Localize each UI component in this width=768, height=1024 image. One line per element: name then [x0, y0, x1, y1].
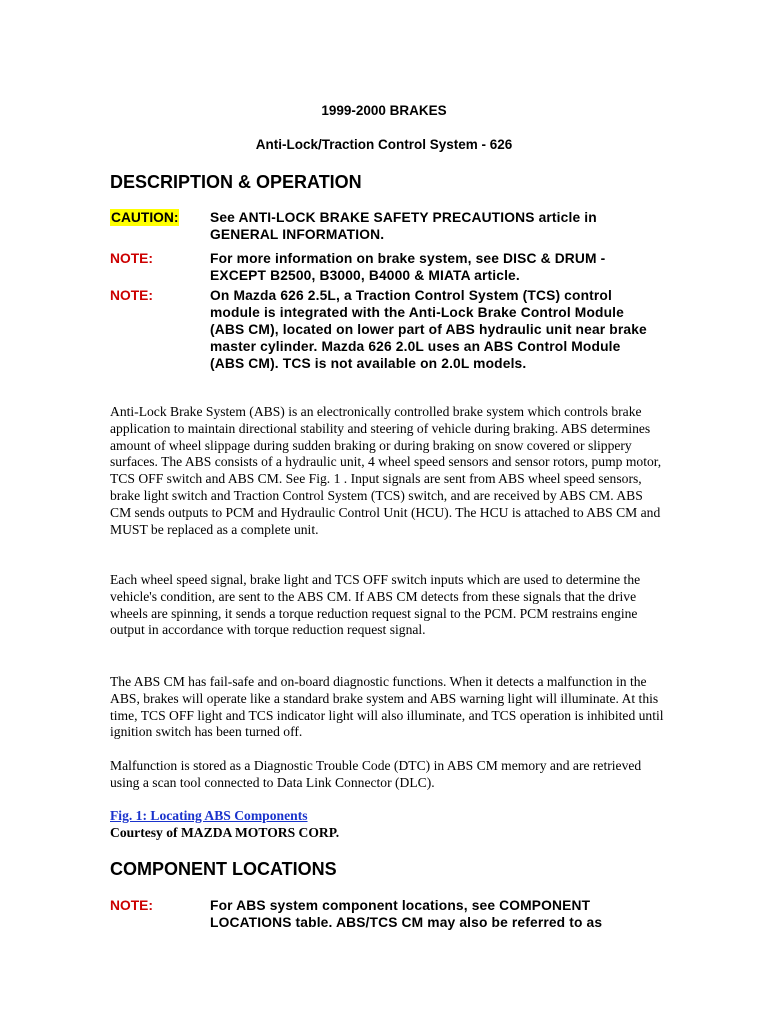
body-paragraph: The ABS CM has fail-safe and on-board diagnostic functions. When it detects a malfunction in the ABS, brakes will operate like a standard brake system and ABS warning light will illuminate. At this time, TCS OFF light and TCS indicator light will also illuminate, and TCS operation is inhibited until ignition switch has been turned off. — [110, 674, 664, 740]
body-paragraph: Each wheel speed signal, brake light and TCS OFF switch inputs which are used to determine the vehicle's condition, are sent to the ABS CM. If ABS CM detects from these signals that the drive wheels are spinning, it sends a torque reduction request signal to the PCM. PCM restrains engine output in accordance with torque reduction request signal. — [110, 572, 641, 638]
caution-label: CAUTION: — [111, 210, 179, 225]
document-subtitle: Anti-Lock/Traction Control System - 626 — [255, 137, 513, 152]
note-label: NOTE: — [110, 898, 153, 913]
note-label: NOTE: — [110, 251, 153, 266]
figure-courtesy: Courtesy of MAZDA MOTORS CORP. — [110, 825, 340, 840]
note-text: For more information on brake system, see DISC & DRUM - EXCEPT B2500, B3000, B4000 & MIATA article. — [210, 251, 606, 283]
body-paragraph: Anti-Lock Brake System (ABS) is an electronically controlled brake system which controls brake application to maintain directional stability and steering of vehicle during braking. ABS determines amount of wheel slippage during sudden braking or during braking on snow covered or slippery surfaces. The ABS consists of a hydraulic unit, 4 wheel speed sensors and sensor rotors, pump motor, TCS OFF switch and ABS CM. See Fig. 1 . Input signals are sent from ABS wheel speed sensors, brake light switch and Traction Control System (TCS) switch, and are received by ABS CM. ABS CM sends outputs to PCM and Hydraulic Control Unit (HCU). The HCU is attached to ABS CM and MUST be replaced as a complete unit. — [110, 404, 662, 537]
document-title: 1999-2000 BRAKES — [321, 103, 447, 118]
section-heading-component-locations: COMPONENT LOCATIONS — [110, 859, 337, 879]
body-paragraph: Malfunction is stored as a Diagnostic Trouble Code (DTC) in ABS CM memory and are retrieved using a scan tool connected to Data Link Connector (DLC). — [110, 758, 642, 790]
note-text: For ABS system component locations, see COMPONENT LOCATIONS table. ABS/TCS CM may also be referred to as — [210, 898, 603, 930]
figure-link[interactable]: Fig. 1: Locating ABS Components — [110, 808, 308, 823]
caution-text: See ANTI-LOCK BRAKE SAFETY PRECAUTIONS article in GENERAL INFORMATION. — [210, 210, 597, 242]
note-text: On Mazda 626 2.5L, a Traction Control System (TCS) control module is integrated with the Anti-Lock Brake Control Module (ABS CM), located on lower part of ABS hydraulic unit near brake master cylinder. Mazda 626 2.0L uses an ABS Control Module (ABS CM). TCS is not available on 2.0L models. — [210, 288, 647, 371]
section-heading-description: DESCRIPTION & OPERATION — [110, 172, 362, 192]
note-label: NOTE: — [110, 288, 153, 303]
